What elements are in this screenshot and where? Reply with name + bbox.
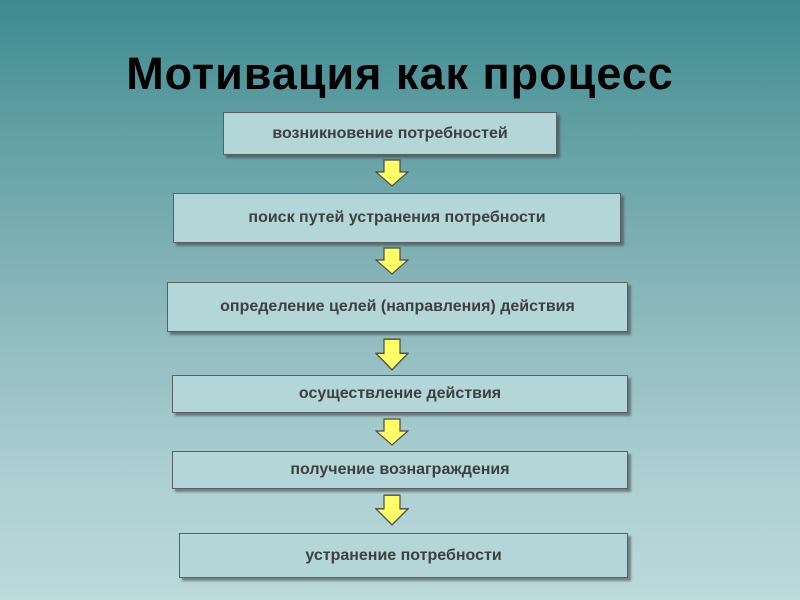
down-arrow-icon-2 (375, 247, 409, 275)
step-label-1: возникновение потребностей (272, 124, 508, 142)
step-box-5 (172, 451, 628, 489)
step-label-6: устранение потребности (305, 546, 502, 564)
step-box-4 (172, 375, 628, 413)
step-label-2: поиск путей устранения потребности (248, 209, 546, 226)
step-box-1 (223, 112, 557, 155)
step-label-3: определение целей (направления) действия (220, 298, 575, 315)
page-title: Мотивация как процесс (126, 48, 674, 99)
step-label-4: осуществление действия (298, 385, 502, 402)
step-label-5: получение вознаграждения (290, 461, 510, 478)
down-arrow-icon-3 (375, 338, 409, 371)
step-box-2 (173, 193, 621, 243)
down-arrow-icon-4 (375, 418, 409, 446)
down-arrow-icon-1 (375, 159, 409, 187)
step-box-6 (179, 533, 628, 578)
step-box-3 (167, 282, 628, 332)
down-arrow-icon-5 (375, 494, 409, 526)
